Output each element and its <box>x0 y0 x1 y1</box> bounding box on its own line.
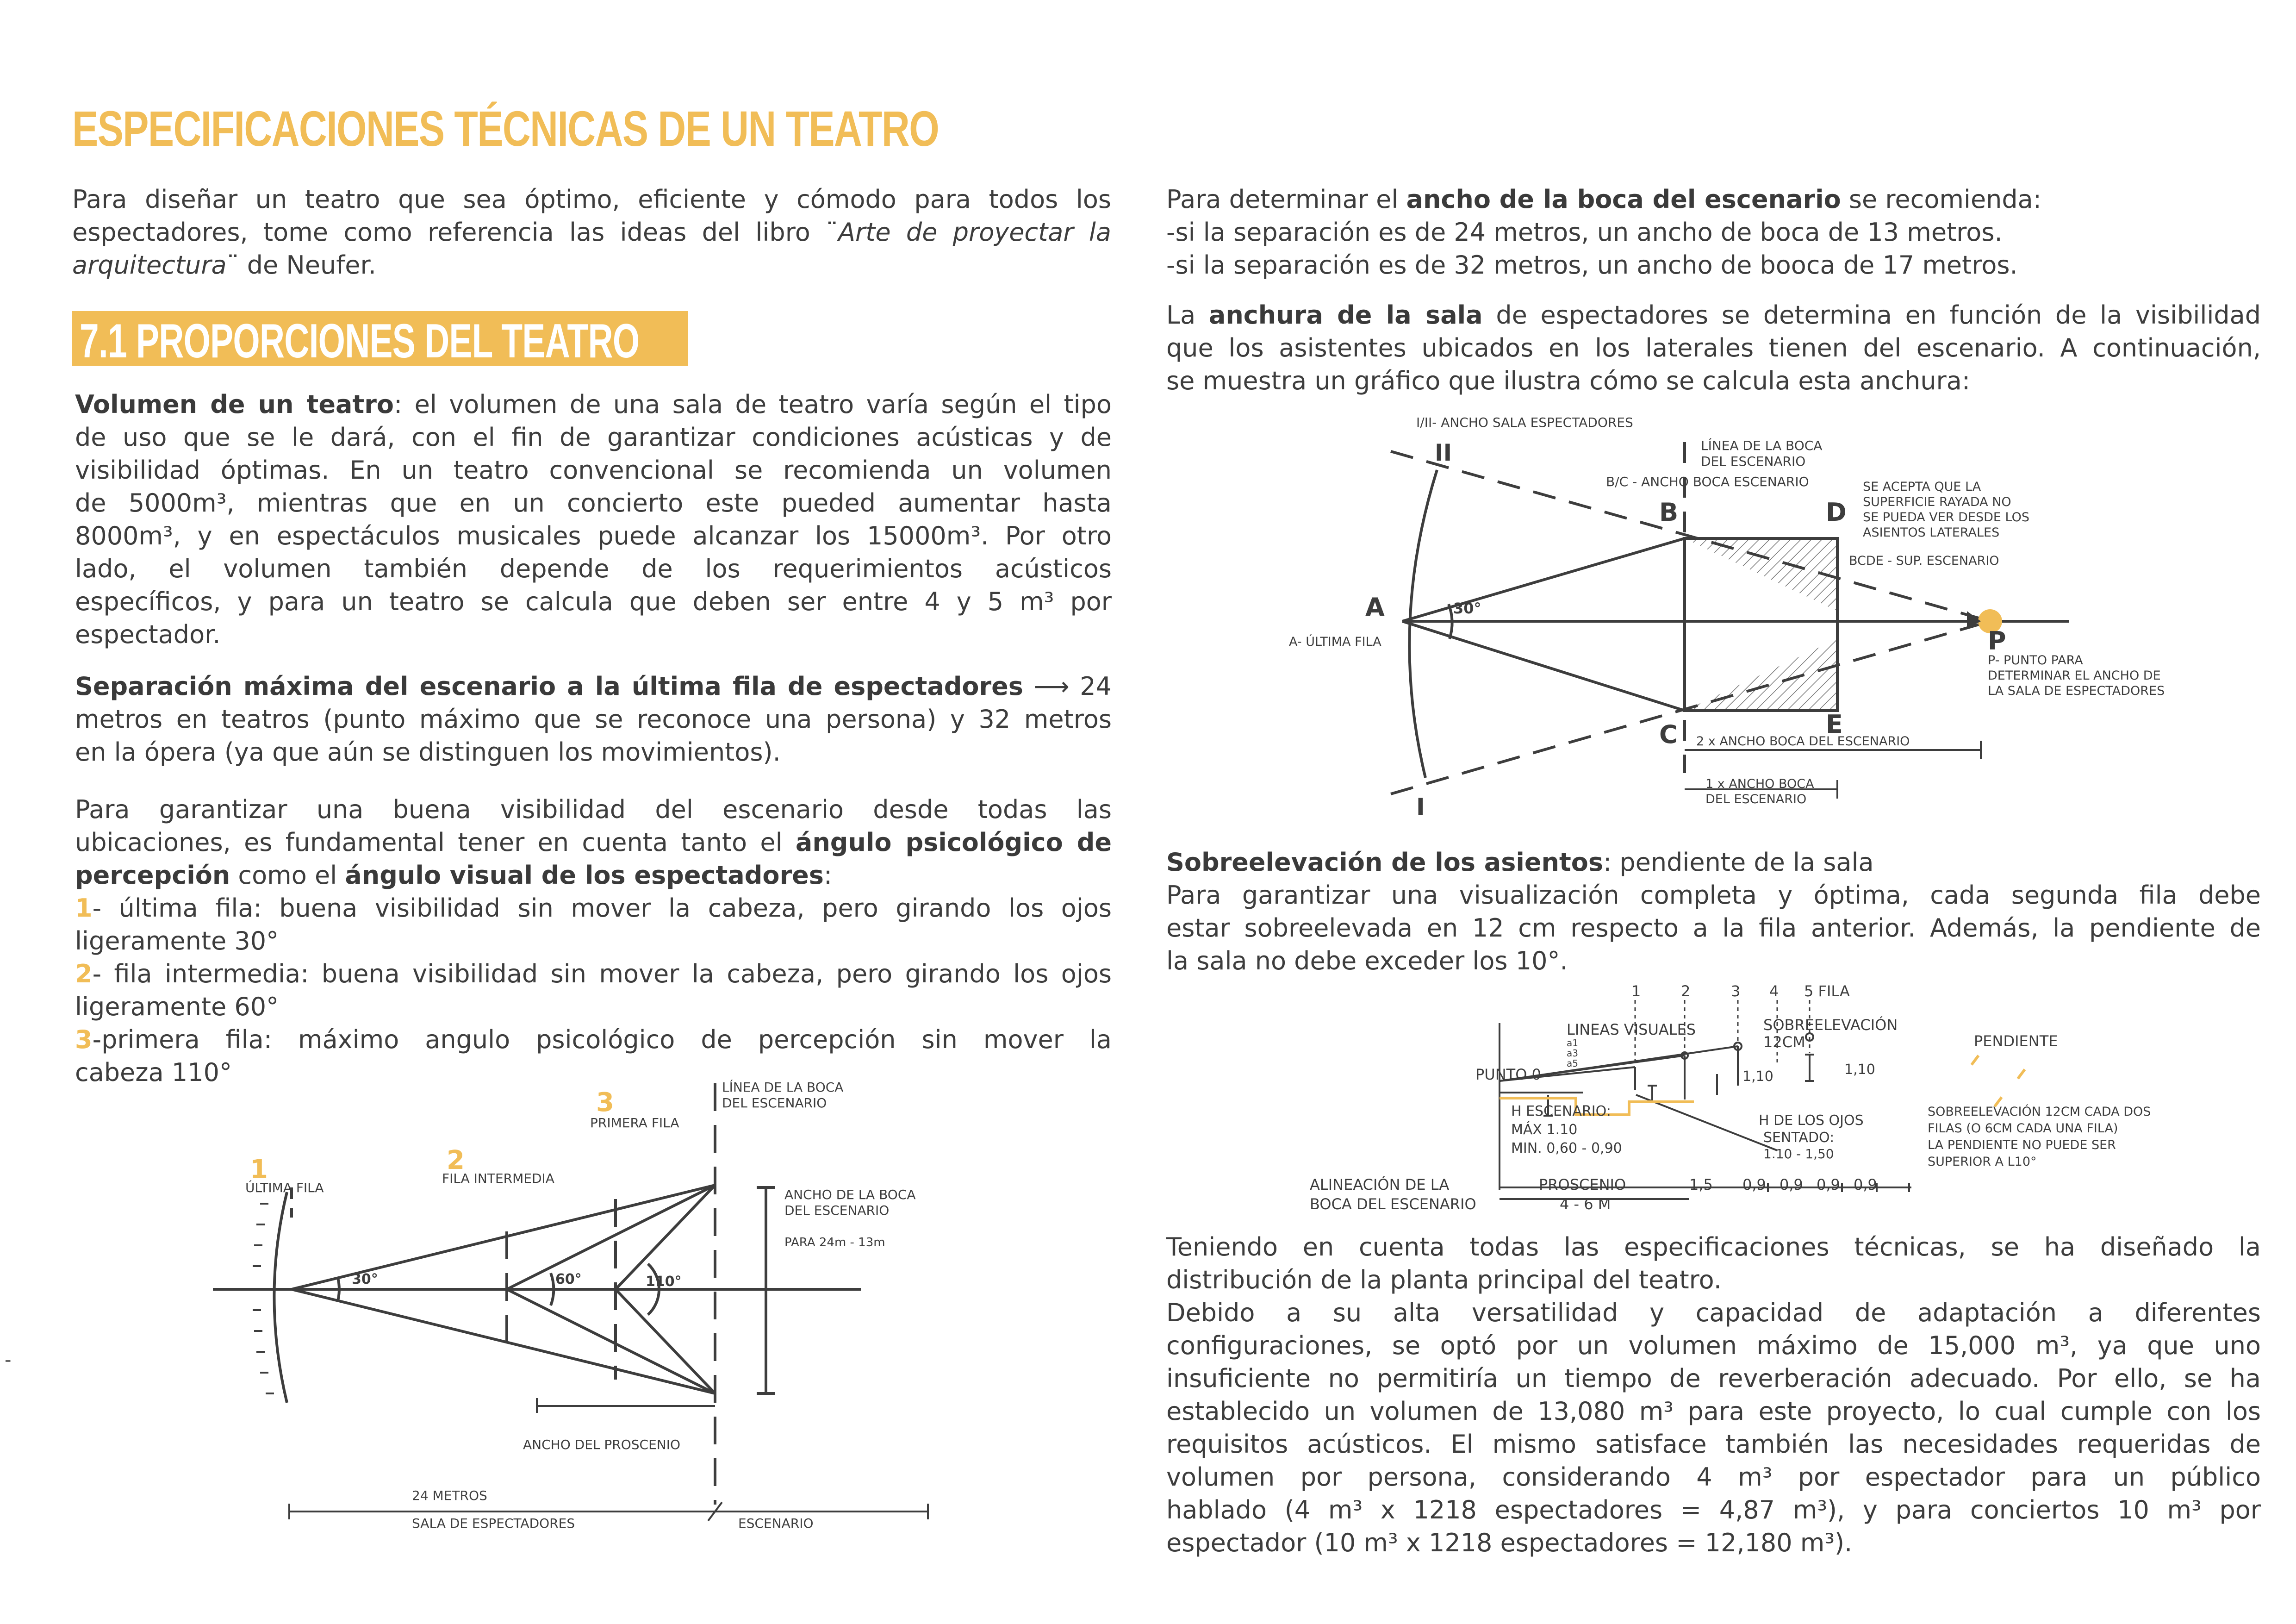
list-item: - última fila: buena visibilidad sin mover la cabeza, pero girando los ojos <box>92 893 1112 923</box>
label: a5 <box>1567 1058 1578 1069</box>
text: : pendiente de la sala <box>1603 848 1874 877</box>
text: metros en teatros (punto máximo que se reconoce una persona) y 32 metros <box>75 705 1112 734</box>
seating-slope-diagram <box>1296 977 2221 1227</box>
label: PROSCENIO <box>1539 1176 1626 1193</box>
visibilidad-paragraph <box>75 793 1112 1089</box>
text: 8000m³, y en espectáculos musicales puede alcanzar los 15000m³. Por otro <box>75 521 1112 550</box>
text: configuraciones, se optó por un volumen máximo de 15,000 m³, ya que uno <box>1166 1331 2261 1360</box>
label: LA SALA DE ESPECTADORES <box>1988 684 2165 698</box>
text: en la ópera (ya que aún se distinguen los movimientos). <box>75 737 781 767</box>
point-label: C <box>1659 720 1678 749</box>
bold-text: Sobreelevación de los asientos <box>1166 848 1603 877</box>
text: se muestra un gráfico que ilustra cómo se calcula esta anchura: <box>1166 366 1971 395</box>
point-label: E <box>1826 710 1843 739</box>
text: la sala no debe exceder los 10°. <box>1166 946 1568 975</box>
point-label: II <box>1435 439 1452 466</box>
intro-text: espectadores, tome como referencia las ideas del libro ¨ <box>72 218 839 247</box>
separacion-paragraph <box>75 670 1112 768</box>
bold-text: ancho de la boca del escenario <box>1406 185 1841 214</box>
point-label: A <box>1365 593 1385 622</box>
note: LA PENDIENTE NO PUEDE SER <box>1928 1138 2116 1152</box>
text: de espectadores se determina en función de la visibilidad <box>1482 300 2261 330</box>
volumen-paragraph <box>75 388 1112 651</box>
margin-mark: - <box>5 1349 12 1371</box>
label: BOCA DEL ESCENARIO <box>1310 1195 1476 1213</box>
angle-label: 110° <box>646 1274 682 1290</box>
bold-text: ángulo visual de los espectadores <box>345 861 824 890</box>
list-number: 1 <box>75 893 93 923</box>
point-label: I <box>1416 793 1425 820</box>
label: DEL ESCENARIO <box>722 1095 827 1111</box>
list-number: 2 <box>75 959 93 988</box>
label: H ESCENARIO: <box>1511 1103 1611 1119</box>
section-heading <box>72 311 688 366</box>
text: espectador. <box>75 620 221 649</box>
label: MIN. 0,60 - 0,90 <box>1511 1140 1622 1156</box>
viewing-angles-diagram <box>199 1065 949 1537</box>
sobreelevacion-paragraph <box>1166 846 2261 977</box>
intro-paragraph <box>72 183 1111 281</box>
label: LÍNEA DE LA BOCA <box>1701 438 1823 453</box>
point-label: P <box>1988 626 2006 656</box>
book-title: arquitectura <box>72 250 227 280</box>
text: específicos, y para un teatro se calcula que deben ser entre 4 y 5 m³ por <box>75 587 1112 616</box>
text: requisitos acústicos. El mismo satisface también las necesidades requeridas de <box>1166 1430 2261 1459</box>
volumen-label: Volumen de un teatro <box>75 390 394 419</box>
list-item: ligeramente 60° <box>75 992 279 1021</box>
final-paragraph <box>1166 1230 2261 1559</box>
point-label: D <box>1826 498 1847 527</box>
label: PRIMERA FILA <box>590 1115 679 1131</box>
angle-label: 60° <box>555 1271 582 1287</box>
anchura-paragraph <box>1166 299 2261 397</box>
intro-text: ¨ de Neufer. <box>226 250 376 280</box>
list-number: 3 <box>75 1025 93 1054</box>
text: Para determinar el <box>1166 185 1406 214</box>
label: H DE LOS OJOS <box>1759 1112 1864 1129</box>
label: a3 <box>1567 1048 1578 1059</box>
text: La <box>1166 300 1209 330</box>
row-number: 4 <box>1769 982 1779 1000</box>
label: 1 x ANCHO BOCA <box>1705 777 1814 791</box>
note: ASIENTOS LATERALES <box>1863 525 2000 540</box>
point-label: B <box>1659 498 1679 527</box>
section-heading-text: 7.1 PROPORCIONES DEL TEATRO <box>80 314 640 368</box>
label: DEL ESCENARIO <box>784 1203 890 1218</box>
label: DEL ESCENARIO <box>1701 454 1806 469</box>
label: 1,5 <box>1689 1176 1713 1193</box>
label: MÁX 1.10 <box>1511 1122 1578 1138</box>
text: visibilidad óptimas. En un teatro convencional se recomienda un volumen <box>75 456 1112 485</box>
label: LÍNEA DE LA BOCA <box>722 1080 844 1095</box>
label: P- PUNTO PARA <box>1988 653 2083 668</box>
arrow-text: ⟶ 24 <box>1023 672 1112 701</box>
list-item: - fila intermedia: buena visibilidad sin mover la cabeza, pero girando los ojos <box>92 959 1112 988</box>
text: como el <box>230 861 345 890</box>
label: 2 x ANCHO BOCA DEL ESCENARIO <box>1696 734 1910 749</box>
row-number: 1 <box>250 1155 268 1185</box>
label: PUNTO 0 <box>1475 1066 1541 1083</box>
label: B/C - ANCHO BOCA ESCENARIO <box>1606 474 1809 489</box>
label: PARA 24m - 13m <box>784 1236 885 1249</box>
note: SE PUEDA VER DESDE LOS <box>1863 510 2030 525</box>
text: Teniendo en cuenta todas las especificaciones técnicas, se ha diseñado la <box>1166 1232 2261 1262</box>
label: DETERMINAR EL ANCHO DE <box>1988 668 2161 683</box>
text: lado, el volumen también depende de los requerimientos acústicos <box>75 554 1112 583</box>
separacion-label: Separación máxima del escenario a la última fila de espectadores <box>75 672 1023 701</box>
note: SE ACEPTA QUE LA <box>1863 480 1981 494</box>
label: 0,9 <box>1742 1176 1766 1193</box>
boca-paragraph <box>1166 183 2277 281</box>
text: distribución de la planta principal del teatro. <box>1166 1265 1722 1294</box>
label: 24 METROS <box>412 1488 487 1503</box>
row-label: 5 FILA <box>1804 982 1850 1000</box>
angle-label: 30° <box>352 1271 378 1287</box>
list-item: ligeramente 30° <box>75 926 279 956</box>
text: que los asistentes ubicados en los laterales tienen del escenario. A continuación, <box>1166 333 2261 362</box>
text: de uso que se le dará, con el fin de garantizar condiciones acústicas y de <box>75 423 1112 452</box>
label: SOBREELEVACIÓN <box>1763 1016 1898 1034</box>
angle-label: 30° <box>1453 600 1481 617</box>
text: se recomienda: <box>1841 185 2041 214</box>
label: LINEAS VISUALES <box>1567 1021 1696 1038</box>
label: BCDE - SUP. ESCENARIO <box>1849 554 1999 568</box>
text: estar sobreelevada en 12 cm respecto a la fila anterior. Además, la pendiente de <box>1166 913 2261 943</box>
note: SOBREELEVACIÓN 12CM CADA DOS <box>1928 1105 2151 1119</box>
label: FILA INTERMEDIA <box>442 1171 554 1186</box>
label: ANCHO DEL PROSCENIO <box>523 1437 681 1452</box>
text: : <box>823 861 833 890</box>
note: FILAS (O 6CM CADA UNA FILA) <box>1928 1121 2118 1136</box>
label: 0,9 <box>1854 1176 1877 1193</box>
intro-line: Para diseñar un teatro que sea óptimo, eficiente y cómodo para todos los <box>72 185 1111 214</box>
label: ÚLTIMA FILA <box>245 1180 324 1195</box>
label: 1,10 <box>1844 1062 1875 1078</box>
auditorium-width-diagram <box>1273 407 2180 833</box>
label: ANCHO DE LA BOCA <box>784 1187 916 1202</box>
label: PENDIENTE <box>1974 1032 2058 1050</box>
list-item: -primera fila: máximo angulo psicológico de percepción sin mover la <box>92 1025 1112 1054</box>
row-number: 3 <box>596 1087 614 1118</box>
text: : el volumen de una sala de teatro varía según el tipo <box>393 390 1112 419</box>
label: 12CM <box>1763 1033 1805 1051</box>
label: DEL ESCENARIO <box>1705 792 1807 806</box>
label: SENTADO: <box>1763 1130 1835 1146</box>
book-title: Arte de proyectar la <box>838 218 1111 247</box>
label: ALINEACIÓN DE LA <box>1310 1176 1450 1193</box>
list-item: cabeza 110° <box>75 1058 232 1087</box>
page-title: ESPECIFICACIONES TÉCNICAS DE UN TEATRO <box>72 100 939 156</box>
text: Debido a su alta versatilidad y capacidad de adaptación a diferentes <box>1166 1298 2261 1327</box>
label: SALA DE ESPECTADORES <box>412 1516 575 1531</box>
text: Para garantizar una visualización completa y óptima, cada segunda fila debe <box>1166 881 2261 910</box>
row-number: 3 <box>1731 982 1741 1000</box>
bold-text: anchura de la sala <box>1208 300 1483 330</box>
text: espectador (10 m³ x 1218 espectadores = 12,180 m³). <box>1166 1528 1853 1557</box>
note: SUPERIOR A L10° <box>1928 1155 2037 1169</box>
note: SUPERFICIE RAYADA NO <box>1863 495 2011 509</box>
row-number: 2 <box>447 1145 465 1175</box>
label: 1,10 <box>1742 1068 1773 1085</box>
bold-text: percepción <box>75 861 230 890</box>
text: volumen por persona, considerando 4 m³ por espectador para un público <box>1166 1462 2261 1492</box>
text: de 5000m³, mientras que en un concierto este pueded aumentar hasta <box>75 488 1112 518</box>
row-number: 1 <box>1631 982 1641 1000</box>
text: -si la separación es de 32 metros, un ancho de booca de 17 metros. <box>1166 250 2018 280</box>
label: A- ÚLTIMA FILA <box>1289 635 1381 649</box>
label: 0,9 <box>1780 1176 1803 1193</box>
text: Para garantizar una buena visibilidad del escenario desde todas las <box>75 795 1112 824</box>
text: -si la separación es de 24 metros, un ancho de boca de 13 metros. <box>1166 218 2003 247</box>
text: insuficiente no permitiría un tiempo de reverberación adecuado. Por ello, se ha <box>1166 1364 2261 1393</box>
label: I/II- ANCHO SALA ESPECTADORES <box>1416 415 1633 430</box>
label: 0,9 <box>1817 1176 1840 1193</box>
label: 1.10 - 1,50 <box>1763 1146 1834 1162</box>
label: 4 - 6 M <box>1560 1195 1611 1213</box>
text: ubicaciones, es fundamental tener en cuenta tanto el <box>75 828 796 857</box>
label: ESCENARIO <box>738 1516 814 1531</box>
label: a1 <box>1567 1037 1578 1049</box>
row-number: 2 <box>1681 982 1691 1000</box>
text: establecido un volumen de 13,080 m³ para este proyecto, lo cual cumple con los <box>1166 1397 2261 1426</box>
bold-text: ángulo psicológico de <box>795 828 1112 857</box>
text: hablado (4 m³ x 1218 espectadores = 4,87 m³), y para conciertos 10 m³ por <box>1166 1495 2261 1524</box>
